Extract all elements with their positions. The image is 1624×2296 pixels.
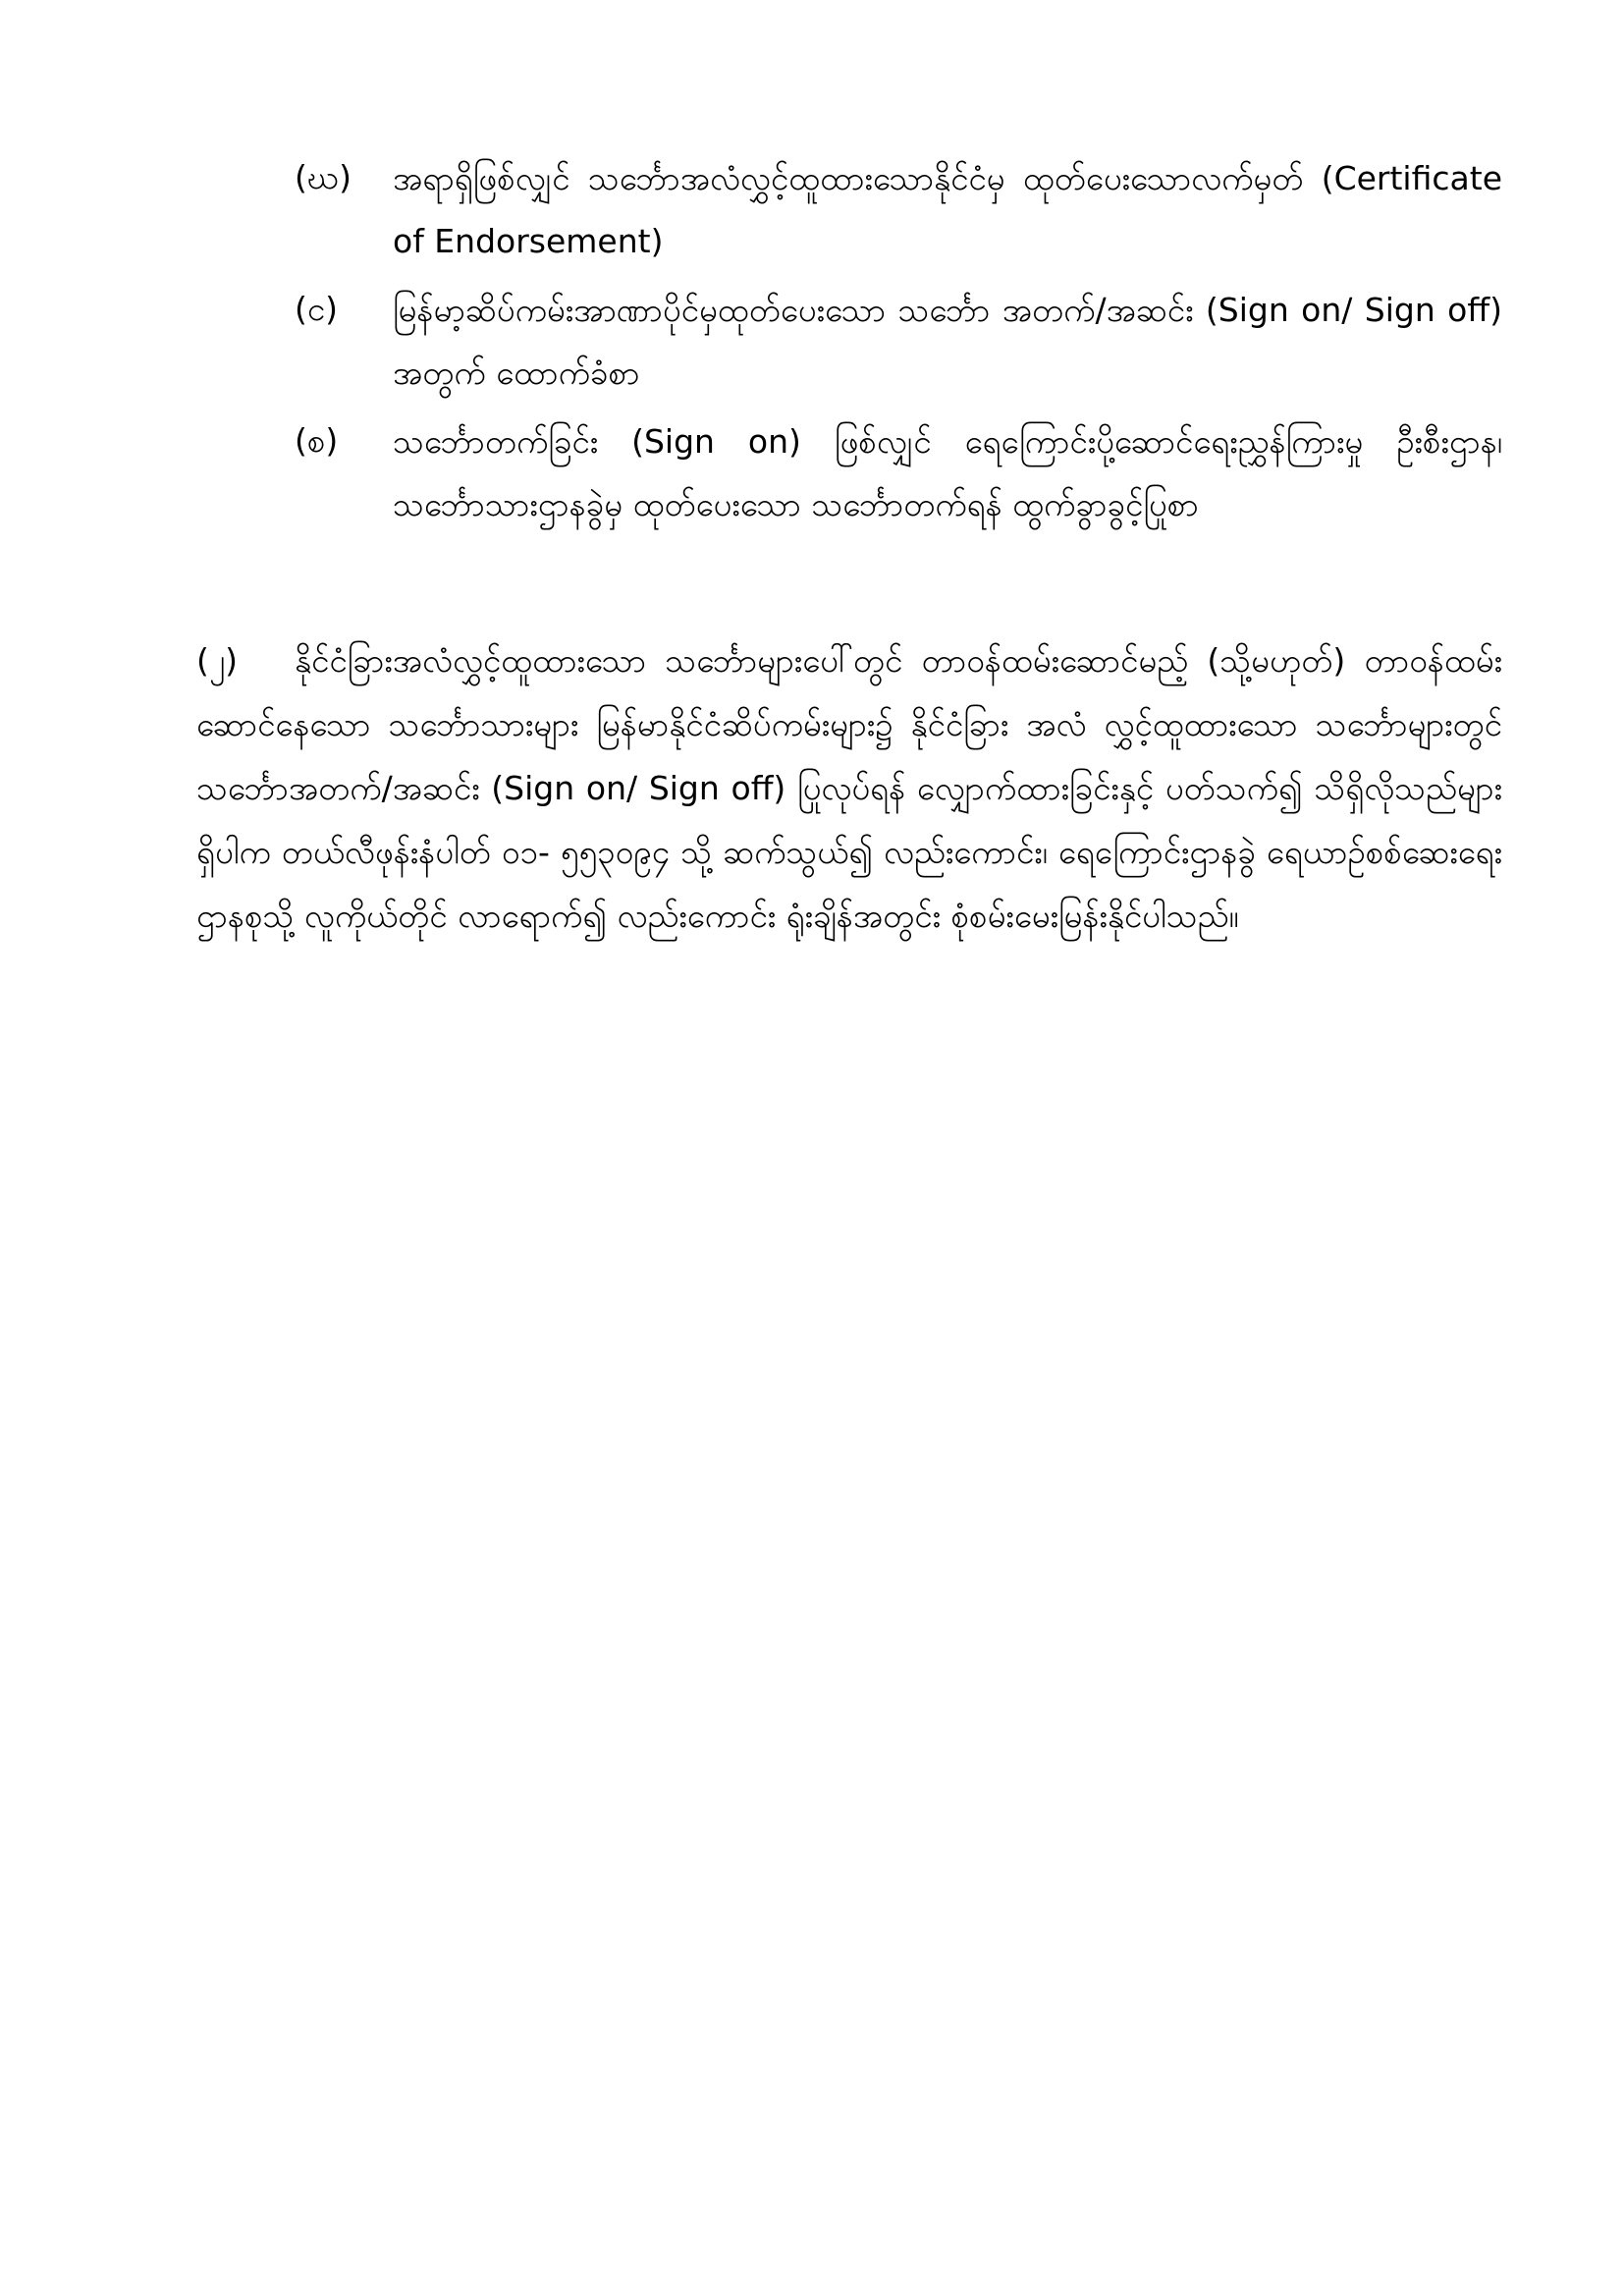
paragraph-text: နိုင်ငံခြားအလံလွှင့်ထူထားသော သင်္ဘောများပေါ်တွင် တာဝန်ထမ်းဆောင်မည့် (သို့မဟုတ်) တာဝန်ထမ်းဆောင်နေသော သင်္ဘောသားများ မြန်မာနိုင်ငံဆိပ်ကမ်းများ၌ နိုင်ငံခြား အလံ လွှင့်ထူထားသော သင်္ဘောများတွင် သင်္ဘောအတက်/အဆင်း (Sign on/ Sign off) ပြုလုပ်ရန် လျှောက်ထားခြင်းနှင့် ပတ်သက်၍ သိရှိလိုသည်များရှိပါက တယ်လီဖုန်းနံပါတ် ဝ၁- ၅၅၃၀၉၄ သို့ ဆက်သွယ်၍ လည်းကောင်း၊ ရေကြောင်းဌာနခွဲ ရေယာဉ်စစ်ဆေးရေးဌာနစုသို့ လူကိုယ်တိုင် လာရောက်၍ လည်းကောင်း ရုံးချိန်အတွင်း စုံစမ်းမေးမြန်းနိုင်ပါသည်။ (196, 641, 1502, 935)
item-text: အရာရှိဖြစ်လျှင် သင်္ဘောအလံလွှင့်ထူထားသောနိုင်ငံမှ ထုတ်ပေးသောလက်မှတ် (Certificate of Endorsement) (393, 159, 1502, 260)
item-marker: (ဃ) (295, 158, 352, 196)
numbered-paragraph (196, 629, 1502, 948)
list-item (295, 279, 1502, 405)
item-marker: (စ) (295, 421, 339, 460)
paragraph-marker: (၂) (196, 641, 238, 680)
sub-item-list (295, 147, 1502, 542)
item-text: မြန်မာ့ဆိပ်ကမ်းအာဏာပိုင်မှထုတ်ပေးသော သင်္ဘော အတက်/အဆင်း (Sign on/ Sign off) အတွက် ထောက်ခံစာ (393, 291, 1502, 392)
item-marker: (င) (295, 290, 339, 328)
list-item (295, 147, 1502, 273)
list-item (295, 410, 1502, 536)
item-text: သင်္ဘောတက်ခြင်း (Sign on) ဖြစ်လျှင် ရေကြောင်းပို့ဆောင်ရေးညွှန်ကြားမှု ဦးစီးဌာန၊ သင်္ဘောသားဌာနခွဲမှ ထုတ်ပေးသော သင်္ဘောတက်ရန် ထွက်ခွာခွင့်ပြုစာ (393, 422, 1502, 523)
